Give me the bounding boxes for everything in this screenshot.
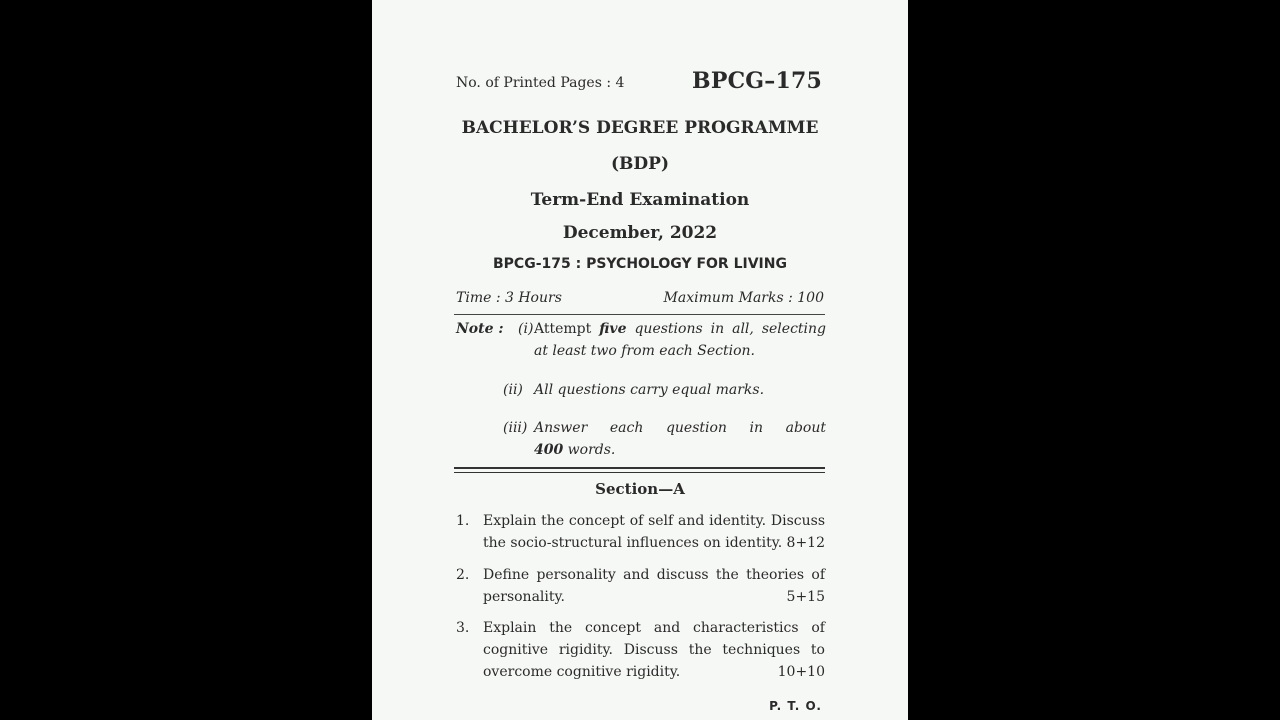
note-emphasis: 400: [534, 442, 564, 458]
note-text: at least two from each Section.: [534, 343, 755, 359]
question-text: the socio-structural influences on identity.: [483, 535, 783, 551]
exam-title: Term-End Examination: [530, 190, 750, 210]
time-allowed: Time : 3 Hours: [456, 290, 562, 306]
question-text: personality.: [483, 589, 565, 605]
question-text: overcome cognitive rigidity.: [483, 664, 681, 680]
note-item-number: (i): [518, 321, 534, 337]
note-text: words.: [563, 442, 616, 458]
course-code: BPCG–175: [692, 68, 822, 94]
note-text: Answer each question in about: [534, 420, 826, 436]
divider: [454, 314, 825, 315]
question-marks: 8+12: [786, 535, 825, 551]
question-number: 3.: [456, 620, 470, 636]
question-number: 1.: [456, 513, 470, 529]
note-text: Attempt: [534, 321, 600, 337]
question-marks: 10+10: [777, 664, 825, 680]
note-item: [534, 417, 826, 461]
exam-date: December, 2022: [562, 223, 718, 243]
subject-title: BPCG-175 : PSYCHOLOGY FOR LIVING: [493, 256, 787, 272]
question-text: Define personality and discuss the theories of: [483, 567, 825, 583]
note-label: Note :: [456, 321, 504, 337]
maximum-marks: Maximum Marks : 100: [663, 290, 824, 306]
programme-abbrev: (BDP): [611, 154, 669, 174]
question-marks: 5+15: [786, 589, 825, 605]
divider: [454, 472, 825, 473]
question: [483, 510, 825, 554]
question-text: Explain the concept of self and identity. Discuss: [483, 513, 825, 529]
please-turn-over: P. T. O.: [769, 699, 822, 713]
note-item-number: (ii): [503, 382, 523, 398]
programme-title: BACHELOR’S DEGREE PROGRAMME: [461, 118, 819, 138]
exam-paper-page: [372, 0, 908, 720]
question: [483, 564, 825, 608]
note-emphasis: five: [599, 321, 627, 337]
question-text: cognitive rigidity. Discuss the techniques to: [483, 642, 825, 658]
question: [483, 617, 825, 683]
section-heading: Section—A: [595, 480, 685, 498]
note-item: [534, 379, 826, 401]
note-text: questions in all, selecting: [626, 321, 826, 337]
note-item: [534, 318, 826, 362]
question-number: 2.: [456, 567, 470, 583]
question-text: Explain the concept and characteristics of: [483, 620, 825, 636]
printed-pages-count: No. of Printed Pages : 4: [456, 75, 625, 91]
divider: [454, 467, 825, 469]
note-text: All questions carry equal marks.: [534, 382, 765, 398]
note-item-number: (iii): [503, 420, 528, 436]
